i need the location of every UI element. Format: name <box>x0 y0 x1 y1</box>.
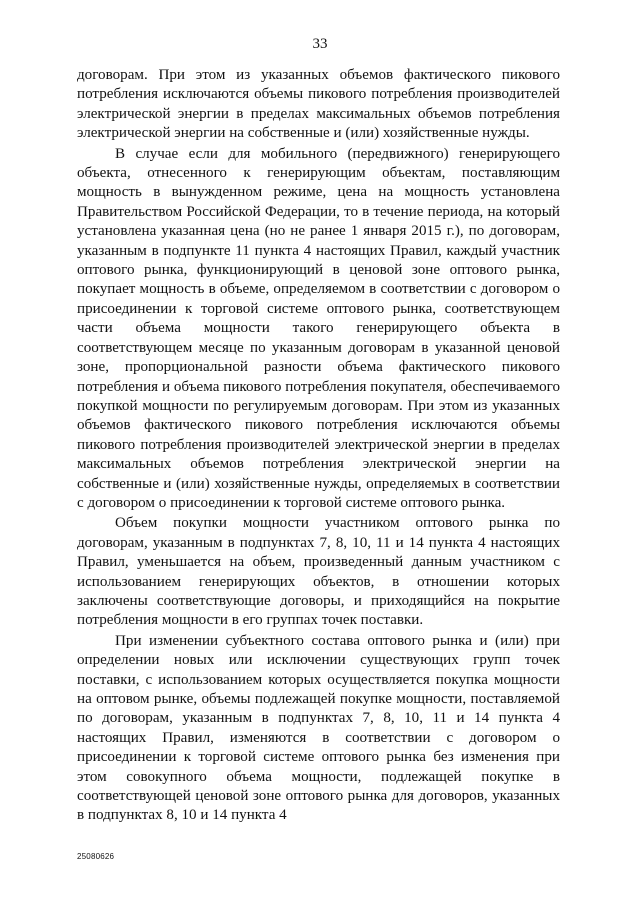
paragraph-mobile-generating-object: В случае если для мобильного (передвижного) генерирующего объекта, отнесенного к генерирующим объектам, поставляющим мощность в вынужденном режиме, цена на мощность установлена Правительством Российской Федерации, то в течение периода, на который установлена указанная цена (но не ранее 1 января 2015 г.), по договорам, указанным в подпункте 11 пункта 4 настоящих Правил, каждый участник оптового рынка, функционирующий в ценовой зоне оптового рынка, покупает мощность в объеме, определяемом в соответствии с договором о присоединении к торговой системе оптового рынка, соответствующем части объема мощности такого генерирующего объекта в соответствующем месяце по указанным договорам в указанной ценовой зоне, пропорциональной разности объема фактического пикового потребления и объема пикового потребления покупателя, обеспечиваемого покупкой мощности по регулируемым договорам. При этом из указанных объемов фактического пикового потребления исключаются объемы пикового потребления производителей электрической энергии в пределах максимальных объемов потребления электрической энергии на собственные и (или) хозяйственные нужды, определяемых в соответствии с договором о присоединении к торговой системе оптового рынка. <box>77 145 560 511</box>
paragraph-composition-change: При изменении субъектного состава оптового рынка и (или) при определении новых или исключении существующих групп точек поставки, с использованием которых осуществляется покупка мощности на оптовом рынке, объемы подлежащей покупке мощности, поставляемой по договорам, указанным в подпунктах 7, 8, 10, 11 и 14 пункта 4 настоящих Правил, изменяются в соответствии с договором о присоединении к торговой системе оптового рынка без изменения при этом совокупного объема мощности, подлежащей покупке в соответствующей ценовой зоне оптового рынка для договоров, указанных в подпунктах 8, 10 и 14 пункта 4 <box>77 632 560 824</box>
paragraph-purchase-volume: Объем покупки мощности участником оптового рынка по договорам, указанным в подпунктах 7, 8, 10, 11 и 14 пункта 4 настоящих Правил, уменьшается на объем, произведенный данным участником с использованием генерирующих объектов, в отношении которых заключены соответствующие договоры, и приходящийся на покрытие потребления мощности в его группах точек поставки. <box>77 515 560 629</box>
document-id: 25080626 <box>77 852 115 861</box>
page-number: 33 <box>312 36 328 52</box>
paragraph-continuation: договорам. При этом из указанных объемов фактического пикового потребления исключаются объемы пикового потребления производителей электрической энергии в пределах максимальных объемов потребления электрической энергии на собственные и (или) хозяйственные нужды. <box>77 67 560 142</box>
body-text <box>77 66 560 826</box>
